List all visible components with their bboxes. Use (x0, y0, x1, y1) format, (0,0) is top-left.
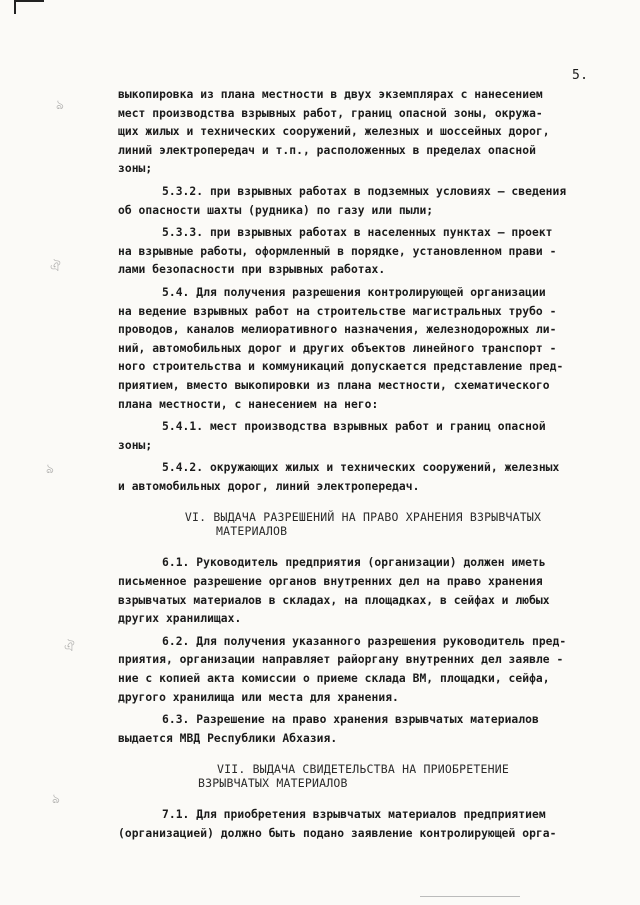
text-line: приятия, организации направляет райоргану внутренних дел заявле - (118, 653, 564, 667)
text-line: другого хранилища или места для хранения. (118, 690, 399, 704)
text-line: проводов, каналов мелиоративного назначения, железнодорожных ли- (118, 323, 557, 337)
text-line: ного строительства и коммуникаций допускается представление пред- (118, 360, 564, 374)
text-line: на ведение взрывных работ на строительстве магистральных трубо - (118, 304, 557, 318)
margin-mark: ঐ (64, 640, 75, 655)
text-line: выкопировка из плана местности в двух экземплярах с нанесением (118, 88, 543, 101)
bottom-edge-mark (420, 896, 520, 897)
text-line: ние с копией акта комиссии о приеме склада ВМ, площадки, сейфа, (118, 672, 550, 686)
paragraph (118, 711, 608, 748)
corner-mark (14, 0, 16, 14)
text-line: 6.3. Разрешение на право хранения взрывчатых материалов (162, 713, 539, 727)
text-line: об опасности шахты (рудника) по газу или пыли; (118, 203, 434, 217)
text-line: линий электропередач и т.п., расположенных в пределах опасной (118, 143, 536, 157)
text-line: 6.1. Руководитель предприятия (организации) должен иметь (162, 556, 546, 570)
text-line: ний, автомобильных дорог и других объектов линейного транспорт - (118, 341, 557, 355)
page-number: 5. (572, 68, 589, 83)
margin-mark: ঌ (46, 462, 54, 477)
margin-mark: ঌ (52, 792, 60, 807)
document-body (118, 86, 608, 844)
text-line: 5.4. Для получения разрешения контролирующей организации (162, 285, 546, 299)
text-line: других хранилищах. (118, 612, 242, 626)
section-heading-6 (118, 510, 608, 538)
paragraph (118, 633, 608, 707)
text-line: мест производства взрывных работ, границ опасной зоны, окружа- (118, 106, 543, 120)
margin-mark: ঌ (56, 98, 64, 113)
text-line: письменное разрешение органов внутренних дел на право хранения (118, 575, 543, 589)
paragraph (118, 806, 608, 843)
text-line: плана местности, с нанесением на него: (118, 397, 379, 411)
text-line: 5.4.1. мест производства взрывных работ и границ опасной (162, 420, 546, 434)
text-line: зоны; (118, 438, 153, 452)
text-line: зоны; (118, 162, 153, 176)
text-line: 5.3.2. при взрывных работах в подземных условиях – сведения (162, 184, 567, 198)
text-line: 5.3.3. при взрывных работах в населенных пунктах – проект (162, 226, 553, 240)
section-heading-7 (118, 762, 608, 790)
heading-line: МАТЕРИАЛОВ (216, 524, 288, 539)
paragraph (118, 224, 608, 280)
paragraph (118, 284, 608, 414)
heading-line: VI. ВЫДАЧА РАЗРЕШЕНИЙ НА ПРАВО ХРАНЕНИЯ ВЗРЫВЧАТЫХ (184, 510, 542, 525)
text-line: выдается МВД Республики Абхазия. (118, 731, 338, 745)
paragraph (118, 86, 608, 179)
paragraph (118, 418, 608, 455)
text-line: приятием, вместо выкопировки из плана местности, схематического (118, 378, 550, 392)
text-line: и автомобильных дорог, линий электропередач. (118, 479, 420, 493)
text-line: 7.1. Для приобретения взрывчатых материалов предприятием (162, 808, 546, 822)
text-line: 6.2. Для получения указанного разрешения руководитель пред- (162, 634, 567, 648)
text-line: взрывчатых материалов в складах, на площадках, в сейфах и любых (118, 593, 550, 607)
paragraph (118, 459, 608, 496)
text-line: (организацией) должно быть подано заявление контролирующей орга- (118, 827, 557, 840)
paragraph (118, 183, 608, 220)
heading-line: ВЗРЫВЧАТЫХ МАТЕРИАЛОВ (198, 776, 348, 791)
margin-mark: ঐ (50, 260, 61, 275)
text-line: лами безопасности при взрывных работах. (118, 263, 386, 277)
text-line: 5.4.2. окружающих жилых и технических сооружений, железных (162, 461, 560, 475)
text-line: на взрывные работы, оформленный в порядке, установленном прави - (118, 244, 557, 258)
text-line: щих жилых и технических сооружений, железных и шоссейных дорог, (118, 125, 550, 139)
paragraph (118, 554, 608, 628)
heading-line: VII. ВЫДАЧА СВИДЕТЕЛЬСТВА НА ПРИОБРЕТЕНИЕ (216, 762, 510, 777)
